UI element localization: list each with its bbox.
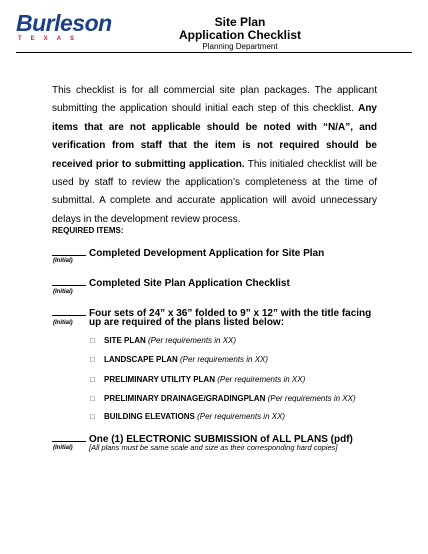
intro-paragraph: [52, 82, 377, 229]
intro-text-1: This checklist is for all commercial site plan packages. The applicant submitting the application should initial each step of this checklist.: [52, 85, 377, 115]
initial-label: (Initial): [53, 289, 73, 295]
initial-label: (Initial): [53, 445, 73, 451]
intro-text-2: This initialed checklist will be used by staff to review the application’s completeness at the time of submittal. A complete and accurate application will avoid unnecessary delays in the development review process.: [52, 158, 377, 225]
list-item: [90, 394, 356, 403]
plan-requirement: (Per requirements in XX): [148, 336, 237, 345]
initial-label: (Initial): [53, 320, 73, 326]
checkbox-icon: □: [90, 355, 95, 364]
item-text-continued: up are required of the plans listed below:: [89, 317, 285, 328]
item-text: Completed Site Plan Application Checklist: [89, 278, 290, 289]
checklist-item: [52, 246, 324, 259]
initial-blank[interactable]: [52, 246, 86, 256]
department-label: Planning Department: [202, 42, 278, 51]
plan-name: SITE PLAN: [104, 336, 146, 345]
plan-requirement: (Per requirements in XX): [180, 355, 269, 364]
list-item: [90, 336, 236, 345]
item-text: Four sets of 24” x 36” folded to 9” x 12” with the title facing: [89, 308, 372, 319]
checklist-item: [52, 276, 290, 289]
page-title: Site Plan: [214, 15, 266, 29]
plan-name: PRELIMINARY UTILITY PLAN: [104, 375, 215, 384]
header-divider: [16, 52, 412, 53]
checkbox-icon: □: [90, 336, 95, 345]
item-note: [All plans must be same scale and size as their corresponding hard copies]: [89, 443, 338, 452]
checkbox-icon: □: [90, 375, 95, 384]
plan-name: BUILDING ELEVATIONS: [104, 412, 195, 421]
initial-blank[interactable]: [52, 276, 86, 286]
plan-name: PRELIMINARY DRAINAGE/GRADINGPLAN: [104, 394, 266, 403]
item-text: One (1) ELECTRONIC SUBMISSION of ALL PLANS (pdf): [89, 434, 353, 445]
plan-requirement: (Per requirements in XX): [267, 394, 356, 403]
intro-text-bold: Any items that are not applicable should be noted with “N/A”, and verification from staff that the item is not required should be received prior to submitting application.: [52, 103, 377, 170]
checkbox-icon: □: [90, 394, 95, 403]
logo-wordmark: Burleson: [16, 10, 112, 36]
page-subtitle: Application Checklist: [178, 28, 302, 42]
plan-requirement: (Per requirements in XX): [217, 375, 306, 384]
initial-blank[interactable]: [52, 306, 86, 316]
burleson-logo: [16, 12, 126, 44]
initial-blank[interactable]: [52, 432, 86, 442]
checkbox-icon: □: [90, 412, 95, 421]
required-items-heading: REQUIRED ITEMS:: [52, 226, 124, 235]
list-item: [90, 355, 268, 364]
logo-subtext: TEXAS: [18, 36, 84, 42]
plan-name: LANDSCAPE PLAN: [104, 355, 178, 364]
initial-label: (Initial): [53, 258, 73, 264]
list-item: [90, 375, 305, 384]
list-item: [90, 412, 285, 421]
item-text: Completed Development Application for Site Plan: [89, 248, 325, 259]
plan-requirement: (Per requirements in XX): [197, 412, 286, 421]
